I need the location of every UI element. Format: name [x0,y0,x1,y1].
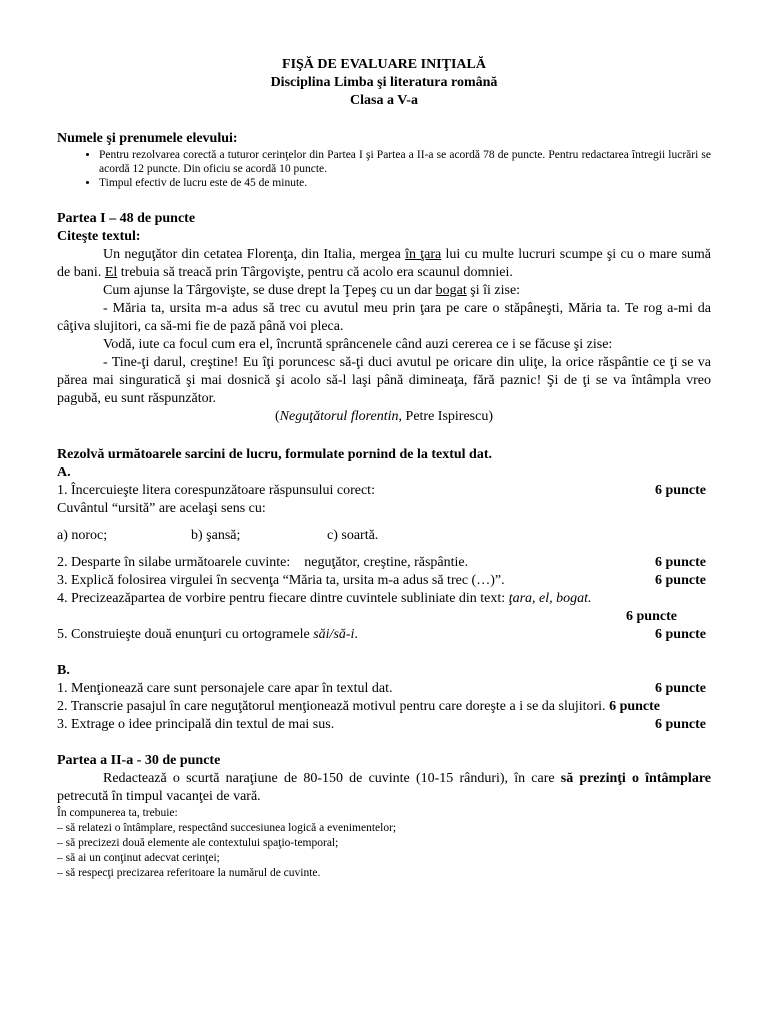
text-paragraph: Cum ajunse la Târgovişte, se duse drept la Ţepeş cu un dar bogat şi îi zise: [103,283,521,298]
task-points: 6 puncte [655,555,706,570]
part1-title: Partea I – 48 de puncte [57,211,196,226]
option-c[interactable]: c) soartă. [327,528,379,543]
part2-task: Redactează o scurtă naraţiune de 80-150 de cuvinte (10-15 rânduri), în care să prezinţi o întâmplare petrecută în timpul vacanţei de vară. [57,771,711,804]
task-points: 6 puncte [609,699,661,714]
text-paragraph: Un neguţător din cetatea Florenţa, din Italia, mergea în ţara lui cu multe lucruri scumpe şi cu o mare sumă de bani. El trebuia să treacă prin Târgovişte, pentru că acolo era scaunul domniei. [57,247,711,280]
student-name-label: Numele şi prenumele elevului: [57,131,238,146]
task-b3: 3. Extrage o idee principală din textul de mai sus. 6 puncte [57,716,711,734]
document-title: FIŞĂ DE EVALUARE INIŢIALĂ [282,57,486,72]
text-paragraph: - Măria ta, ursita m-a adus să trec cu avutul meu prin ţara pe care o stăpâneşti, Măria ta. Te rog a-mi da câţiva slujitori, ca să-mi fie de pază până voi pleca. [57,301,711,334]
task-points: 6 puncte [655,627,706,642]
task-a1-question: Cuvântul “ursită” are acelaşi sens cu: [57,501,266,516]
task-points: 6 puncte [655,483,706,498]
underlined-word: El [104,265,118,280]
instructions: Rezolvă următoarele sarcini de lucru, formulate pornind de la textul dat. [57,447,492,462]
task-a4: 4. Precizeazăpartea de vorbire pentru fiecare dintre cuvintele subliniate din text: ţara, el, bogat. [57,591,592,606]
task-points: 6 puncte [655,717,706,732]
requirements-intro: În compunerea ta, trebuie: [57,807,178,819]
requirement-item: – să precizezi două elemente ale contextului spaţio-temporal; [57,837,339,849]
notes-list [57,148,711,190]
task-a5: 5. Construieşte două enunţuri cu ortogramele săi/să-i. 6 puncte [57,626,711,644]
text-paragraph: Vodă, iute ca focul cum era el, încruntă sprâncenele când auzi cererea ce i se făcuse şi zise: [103,337,613,352]
text-source: (Neguţătorul florentin, Petre Ispirescu) [274,409,493,424]
task-points: 6 puncte [626,609,677,624]
task-a1: 1. Încercuieşte litera corespunzătoare răspunsului corect: 6 puncte [57,482,711,500]
task-a2: 2. Desparte în silabe următoarele cuvinte: neguţător, creştine, răspântie. 6 puncte [57,554,711,572]
note-item: • Pentru rezolvarea corectă a tuturor cerinţelor din Partea I şi Partea a II-a se acordă 78 de puncte. Pentru redactarea întregii lucrări se acordă 12 puncte. Din oficiu se acordă 10 puncte. [99,148,711,176]
option-b[interactable]: b) şansă; [191,528,241,543]
section-a-label: A. [57,465,71,480]
answer-options [57,527,711,545]
part2-title: Partea a II-a - 30 de puncte [57,753,221,768]
task-b1: 1. Menţionează care sunt personajele care apar în textul dat. 6 puncte [57,680,711,698]
task-points: 6 puncte [655,573,706,588]
underlined-word: bogat [435,283,467,298]
task-b2: 2. Transcrie pasajul în care neguţătorul menţionează motivul pentru care doreşte a i se da slujitori. 6 puncte [57,699,661,714]
read-label: Citeşte textul: [57,229,141,244]
discipline-line: Disciplina Limba şi literatura română [270,75,498,90]
evaluation-sheet [57,56,711,881]
text-paragraph: - Tine-ţi darul, creştine! Eu îţi poruncesc să-ţi duci avutul pe oricare din uliţe, la orice răspântie ce ţi se va părea mai singuratică şi mai dosnică şi acolo să-l laşi până dimineaţa, fără paznic! Şi de ţi se va întâmpla vreo pagubă, eu sunt răspunzător. [57,355,711,406]
reading-text [57,246,711,426]
requirement-item: – să relatezi o întâmplare, respectând succesiunea logică a evenimentelor; [57,822,397,834]
requirement-item: – să ai un conţinut adecvat cerinţei; [57,852,220,864]
underlined-word: în ţara [405,247,442,262]
task-a3: 3. Explică folosirea virgulei în secvenţa “Măria ta, ursita m-a adus să trec (…)”. 6 puncte [57,572,711,590]
note-item: • Timpul efectiv de lucru este de 45 de minute. [99,176,711,190]
section-b-label: B. [57,663,70,678]
grade-line: Clasa a V-a [350,93,418,108]
option-a[interactable]: a) noroc; [57,528,108,543]
task-points: 6 puncte [655,681,706,696]
requirement-item: – să respecţi precizarea referitoare la numărul de cuvinte. [57,867,321,879]
